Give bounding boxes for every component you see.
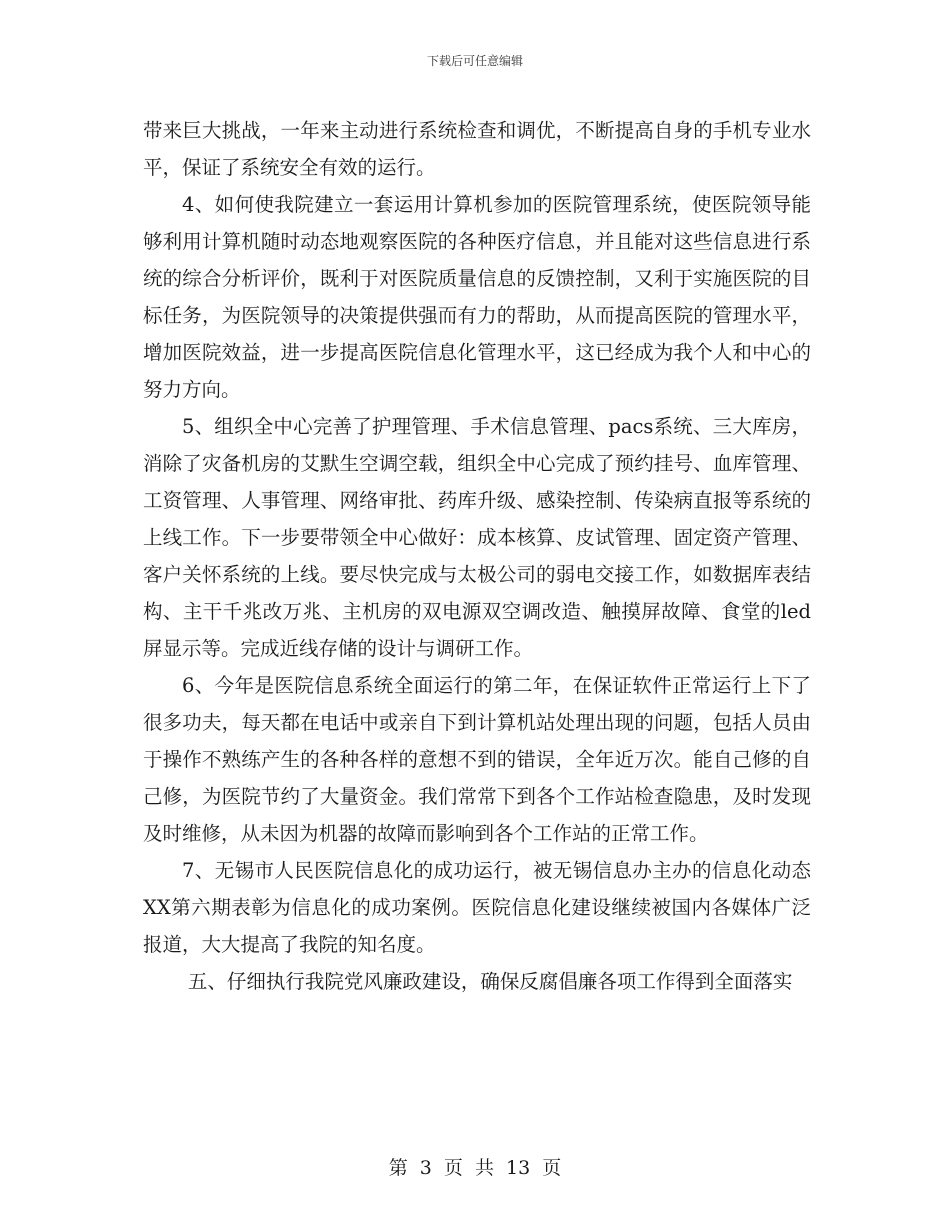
page-header: 下载后可任意编辑	[426, 54, 523, 68]
paragraph-continuation: 带来巨大挑战，一年来主动进行系统检查和调优，不断提高自身的手机专业水平，保证了系统安全有效的运行。	[143, 119, 811, 179]
paragraph-item-5: 5、组织全中心完善了护理管理、手术信息管理、pacs系统、三大库房，消除了灾备机房的艾默生空调空载，组织全中心完成了预约挂号、血库管理、工资管理、人事管理、网络审批、药库升级、感染控制、传染病直报等系统的上线工作。下一步要带领全中心做好：成本核算、皮试管理、固定资产管理、客户关怀系统的上线。要尽快完成与太极公司的弱电交接工作，如数据库表结构、主干千兆改万兆、主机房的双电源双空调改造、触摸屏故障、食堂的led屏显示等。完成近线存储的设计与调研工作。	[143, 415, 811, 660]
paragraph-item-7: 7、无锡市人民医院信息化的成功运行，被无锡信息办主办的信息化动态XX第六期表彰为信息化的成功案例。医院信息化建设继续被国内各媒体广泛报道，大大提高了我院的知名度。	[143, 859, 811, 956]
paragraph-item-4: 4、如何使我院建立一套运用计算机参加的医院管理系统，使医院领导能够利用计算机随时动态地观察医院的各种医疗信息，并且能对这些信息进行系统的综合分析评价，既利于对医院质量信息的反馈控制，又利于实施医院的目标任务，为医院领导的决策提供强而有力的帮助，从而提高医院的管理水平，增加医院效益，进一步提高医院信息化管理水平，这已经成为我个人和中心的努力方向。	[143, 193, 811, 401]
paragraph-item-6: 6、今年是医院信息系统全面运行的第二年，在保证软件正常运行上下了很多功夫，每天都在电话中或亲自下到计算机站处理出现的问题，包括人员由于操作不熟练产生的各种各样的意想不到的错误，全年近万次。能自己修的自己修，为医院节约了大量资金。我们常常下到各个工作站检查隐患，及时发现及时维修，从未因为机器的故障而影响到各个工作站的正常工作。	[143, 674, 811, 845]
page-footer: 第 3 页 共 13 页	[388, 1157, 562, 1179]
document-body	[143, 112, 811, 1000]
section-heading-5: 五、仔细执行我院党风廉政建设，确保反腐倡廉各项工作得到全面落实	[187, 970, 793, 993]
